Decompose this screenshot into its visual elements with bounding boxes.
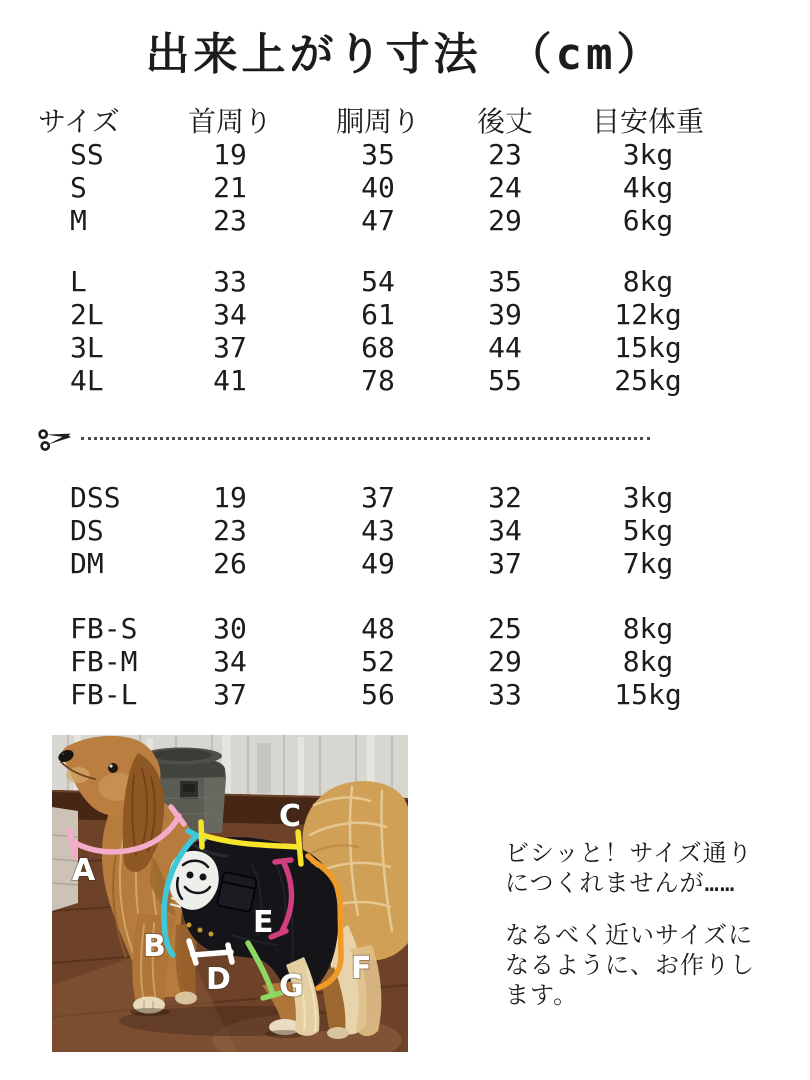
cut-line (38, 421, 650, 455)
size-table (38, 100, 736, 397)
cell-weight: 8kg (622, 645, 674, 678)
cell-chest: 37 (361, 481, 395, 514)
cell-size: M (70, 204, 87, 237)
size-group-dachshund (38, 481, 736, 711)
dog-eye (108, 763, 118, 773)
note-line: ビシッと！サイズ通り (505, 839, 753, 867)
cell-size: FB-M (70, 645, 138, 678)
marker-letter-c: C (279, 799, 302, 834)
cell-back-length: 34 (488, 514, 522, 547)
cell-weight: 5kg (622, 514, 674, 547)
header-neck: 首周り (187, 105, 272, 138)
cell-neck: 23 (213, 514, 247, 547)
cell-chest: 43 (361, 514, 395, 547)
cell-size: SS (70, 138, 104, 171)
marker-letter-f: F (351, 951, 372, 986)
cell-neck: 34 (213, 645, 247, 678)
cell-size: DS (70, 514, 104, 547)
marker-letter-d: D (206, 962, 231, 997)
header-chest: 胴周り (335, 105, 420, 138)
cell-size: FB-S (70, 612, 138, 645)
cell-weight: 3kg (622, 481, 674, 514)
cell-weight: 15kg (614, 331, 682, 364)
note-paragraph-1 (505, 838, 755, 898)
table-row (38, 514, 736, 547)
cell-chest: 56 (361, 678, 395, 711)
dog-measurement-photo (52, 735, 408, 1052)
cell-neck: 26 (213, 547, 247, 580)
cell-back-length: 29 (488, 204, 522, 237)
cell-chest: 47 (361, 204, 395, 237)
page-title: 出来上がり寸法 （cm） (145, 29, 665, 80)
cell-back-length: 29 (488, 645, 522, 678)
cell-back-length: 24 (488, 171, 522, 204)
cell-neck: 23 (213, 204, 247, 237)
marker-letter-a: A (72, 853, 96, 888)
table-row (38, 171, 736, 204)
header-size: サイズ (38, 105, 120, 138)
header-back-length: 後丈 (476, 105, 533, 138)
table-row (38, 481, 736, 514)
cell-weight: 12kg (614, 298, 682, 331)
garment-pocket (217, 872, 257, 912)
scissors-icon (36, 421, 76, 455)
cell-neck: 33 (213, 265, 247, 298)
cell-back-length: 44 (488, 331, 522, 364)
cell-weight: 25kg (614, 364, 682, 397)
cell-chest: 61 (361, 298, 395, 331)
cell-chest: 54 (361, 265, 395, 298)
cell-weight: 6kg (622, 204, 674, 237)
cell-size: DSS (70, 481, 121, 514)
cell-chest: 48 (361, 612, 395, 645)
cell-back-length: 25 (488, 612, 522, 645)
note-line: なるように、お作りし (505, 951, 755, 979)
cell-weight: 8kg (622, 265, 674, 298)
cell-size: 4L (70, 364, 104, 397)
cell-weight: 3kg (622, 138, 674, 171)
cell-weight: 15kg (614, 678, 682, 711)
table-header-row (38, 100, 736, 138)
cell-chest: 68 (361, 331, 395, 364)
table-row (38, 547, 736, 580)
note-paragraph-2 (505, 920, 755, 1010)
cell-size: 2L (70, 298, 104, 331)
cell-back-length: 55 (488, 364, 522, 397)
size-group-small (38, 138, 736, 237)
size-group-large (38, 265, 736, 397)
cell-chest: 35 (361, 138, 395, 171)
cell-weight: 7kg (622, 547, 674, 580)
cell-back-length: 35 (488, 265, 522, 298)
size-group-french-bulldog (38, 612, 736, 711)
table-row (38, 298, 736, 331)
cell-chest: 49 (361, 547, 395, 580)
cell-neck: 30 (213, 612, 247, 645)
cut-line-dots (81, 437, 650, 440)
cell-chest: 78 (361, 364, 395, 397)
cell-size: FB-L (70, 678, 138, 711)
cell-neck: 19 (213, 138, 247, 171)
cell-back-length: 23 (488, 138, 522, 171)
note-line: ます。 (505, 981, 579, 1009)
cell-neck: 41 (213, 364, 247, 397)
note-text (505, 838, 755, 1010)
table-row (38, 138, 736, 171)
cell-neck: 37 (213, 331, 247, 364)
cell-chest: 52 (361, 645, 395, 678)
marker-letter-e: E (253, 905, 274, 940)
marker-letter-g: G (279, 969, 304, 1004)
cell-neck: 37 (213, 678, 247, 711)
cell-neck: 34 (213, 298, 247, 331)
cell-size: S (70, 171, 87, 204)
cell-weight: 4kg (622, 171, 674, 204)
cell-weight: 8kg (622, 612, 674, 645)
cell-size: 3L (70, 331, 104, 364)
dog-photo-illustration (52, 735, 408, 1052)
table-row (38, 364, 736, 397)
cell-back-length: 33 (488, 678, 522, 711)
cell-size: DM (70, 547, 104, 580)
cell-size: L (70, 265, 87, 298)
table-row (38, 645, 736, 678)
cell-neck: 19 (213, 481, 247, 514)
note-line: なるべく近いサイズに (505, 921, 754, 949)
header-weight: 目安体重 (591, 105, 704, 138)
table-row (38, 331, 736, 364)
table-row (38, 678, 736, 711)
cell-neck: 21 (213, 171, 247, 204)
note-line: につくれませんが…… (505, 869, 736, 897)
cell-back-length: 37 (488, 547, 522, 580)
cell-chest: 40 (361, 171, 395, 204)
table-row (38, 265, 736, 298)
marker-letter-b: B (143, 929, 166, 964)
cell-back-length: 39 (488, 298, 522, 331)
table-row (38, 612, 736, 645)
cell-back-length: 32 (488, 481, 522, 514)
table-row (38, 204, 736, 237)
